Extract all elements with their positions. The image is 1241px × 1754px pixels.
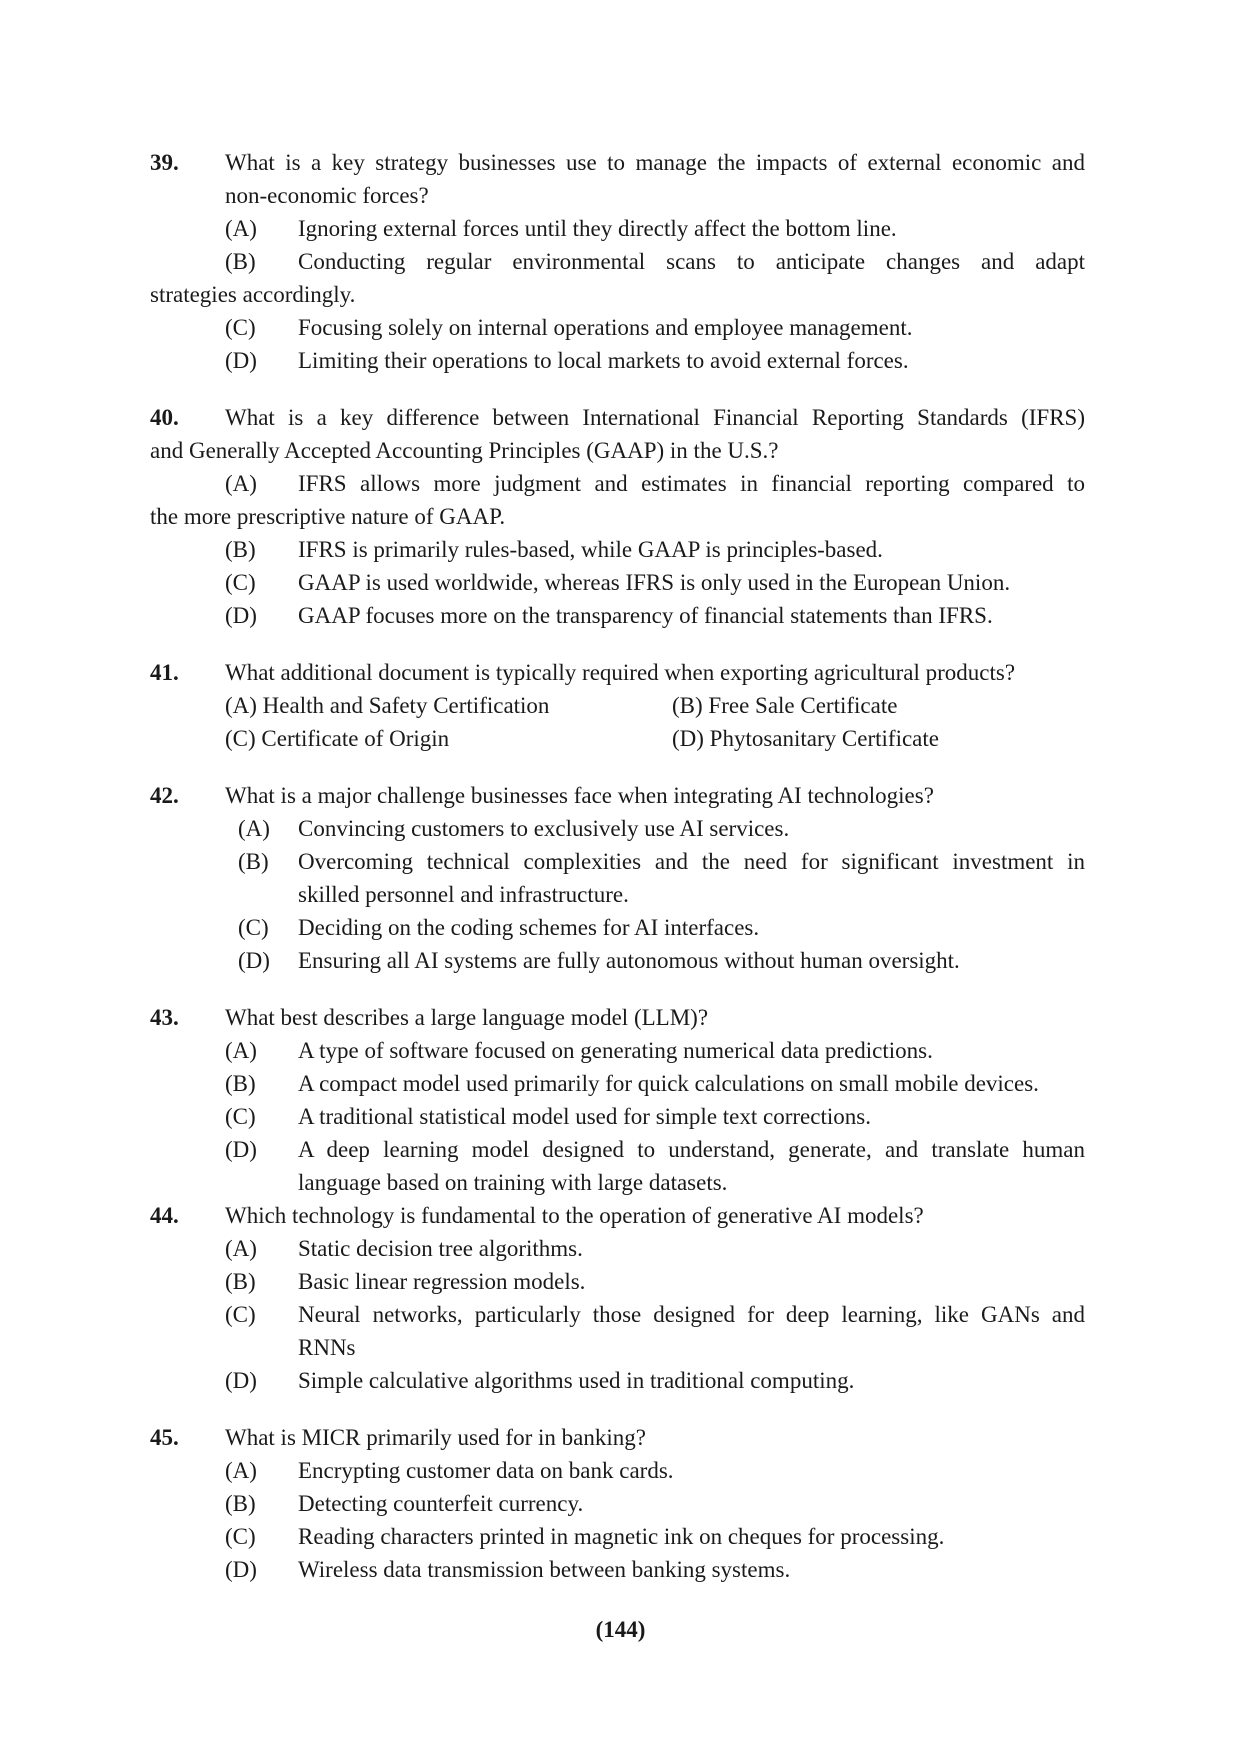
option-label: (C) [238,915,269,940]
option-text: Conducting regular environmental scans to anticipate changes and adapt [298,249,1085,274]
option-label: (A) [238,816,270,841]
option-text: Focusing solely on internal operations and employee management. [298,315,913,340]
option-text: IFRS allows more judgment and estimates in financial reporting compared to [298,471,1085,496]
question-text: What is MICR primarily used for in banking? [225,1425,646,1450]
option-label: (A) [225,1236,257,1261]
option-label: (A) [225,1038,257,1063]
option-text-cont: skilled personnel and infrastructure. [298,882,629,907]
option-label: (C) [225,570,256,595]
question-text: What is a major challenge businesses face when integrating AI technologies? [225,783,934,808]
option-label: (A) [225,216,257,241]
question-number: 41. [150,660,179,685]
option-text: Basic linear regression models. [298,1269,586,1294]
option-label: (B) [225,1491,256,1516]
option-text: IFRS is primarily rules-based, while GAAP is principles-based. [298,537,883,562]
option-label: (B) [238,849,269,874]
option-label: (C) [225,1524,256,1549]
option-label: (D) [225,348,257,373]
option-text: GAAP focuses more on the transparency of financial statements than IFRS. [298,603,993,628]
option-text-cont: the more prescriptive nature of GAAP. [150,504,506,529]
option-text: Detecting counterfeit currency. [298,1491,584,1516]
option-label: (D) [238,948,270,973]
question-text: Which technology is fundamental to the operation of generative AI models? [225,1203,924,1228]
option-text-cont: strategies accordingly. [150,282,356,307]
option-label: (D) [225,1557,257,1582]
question-number: 43. [150,1005,179,1030]
option-text: Wireless data transmission between banking systems. [298,1557,791,1582]
option-text: Reading characters printed in magnetic ink on cheques for processing. [298,1524,945,1549]
option-text: A compact model used primarily for quick calculations on small mobile devices. [298,1071,1039,1096]
question-text: What best describes a large language model (LLM)? [225,1005,709,1030]
question-text: What is a key strategy businesses use to manage the impacts of external economic and [225,150,1085,175]
question-text-cont: non-economic forces? [225,183,429,208]
option-label: (B) [225,537,256,562]
option-text: Deciding on the coding schemes for AI interfaces. [298,915,760,940]
question-text: What is a key difference between International Financial Reporting Standards (IFRS) [225,405,1085,430]
question-number: 42. [150,783,179,808]
option-text: Static decision tree algorithms. [298,1236,583,1261]
option-text: Neural networks, particularly those designed for deep learning, like GANs and [298,1302,1085,1327]
option-text: A deep learning model designed to understand, generate, and translate human [298,1137,1085,1162]
option-text: Overcoming technical complexities and the need for significant investment in [298,849,1085,874]
option-label: (A) [225,1458,257,1483]
option-text: Convincing customers to exclusively use AI services. [298,816,790,841]
option-label: (B) [225,1269,256,1294]
question-text-cont: and Generally Accepted Accounting Principles (GAAP) in the U.S.? [150,438,779,463]
option-label: (D) [225,1137,257,1162]
option-label: (D) [225,1368,257,1393]
option-label: (C) [225,1104,256,1129]
option-text: Simple calculative algorithms used in traditional computing. [298,1368,855,1393]
option-text: Encrypting customer data on bank cards. [298,1458,674,1483]
question-number: 44. [150,1203,179,1228]
question-text: What additional document is typically required when exporting agricultural products? [225,660,1016,685]
option-text: (C) Certificate of Origin [225,726,450,751]
option-label: (A) [225,471,257,496]
option-text: (A) Health and Safety Certification [225,693,550,718]
option-text: GAAP is used worldwide, whereas IFRS is only used in the European Union. [298,570,1011,595]
option-text: (B) Free Sale Certificate [672,693,898,718]
option-text: Ensuring all AI systems are fully autonomous without human oversight. [298,948,960,973]
option-text-cont: language based on training with large datasets. [298,1170,728,1195]
page-number: (144) [595,1617,646,1642]
option-text: A type of software focused on generating numerical data predictions. [298,1038,933,1063]
option-label: (B) [225,249,256,274]
option-label: (C) [225,315,256,340]
question-number: 40. [150,405,179,430]
option-label: (D) [225,603,257,628]
option-text: (D) Phytosanitary Certificate [672,726,939,751]
option-text: Limiting their operations to local markets to avoid external forces. [298,348,909,373]
question-number: 39. [150,150,179,175]
option-label: (B) [225,1071,256,1096]
option-text-cont: RNNs [298,1335,356,1360]
option-text: Ignoring external forces until they directly affect the bottom line. [298,216,897,241]
question-number: 45. [150,1425,179,1450]
option-label: (C) [225,1302,256,1327]
option-text: A traditional statistical model used for simple text corrections. [298,1104,871,1129]
